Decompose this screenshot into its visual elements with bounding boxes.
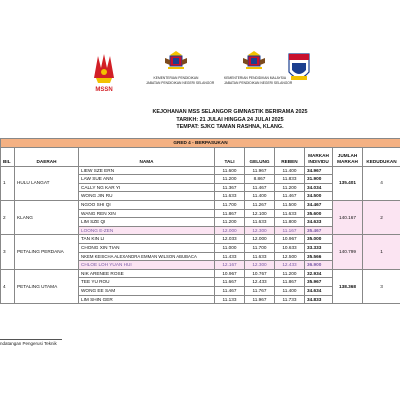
athlete-name: LIEW SZE ERN xyxy=(79,166,215,175)
score-reben: 10.633 xyxy=(275,243,305,252)
markah-individu: 34.500 xyxy=(305,192,333,201)
score-reben: 11.200 xyxy=(275,183,305,192)
logo-strip xyxy=(0,50,400,106)
score-gelung: 12.300 xyxy=(245,261,275,270)
athlete-name: NKEM KEISCHA ALEXANDRA EMMAN WILSON ABUBACA xyxy=(79,252,215,261)
score-tali: 11.467 xyxy=(215,286,245,295)
team-bil: 2 xyxy=(1,200,15,234)
kpm-caption-line2: JABATAN PENDIDIKAN NEGERI SELANGOR xyxy=(146,81,215,85)
athlete-name: WONG EE SAM xyxy=(79,286,215,295)
event-title: KEJOHANAN MSS SELANGOR GIMNASTIK BERIRAMA 2025 xyxy=(152,109,308,115)
event-venue: TEMPAT: SJKC TAMAN RASHNA, KLANG. xyxy=(176,124,284,131)
score-gelung: 11.467 xyxy=(245,183,275,192)
col-kedudukan: KEDUDUKAN xyxy=(363,147,400,166)
athlete-name: CHLOE LOH YUAN HUI xyxy=(79,261,215,270)
markah-individu: 35.566 xyxy=(305,252,333,261)
markah-individu: 35.467 xyxy=(305,226,333,235)
markah-individu: 35.000 xyxy=(305,235,333,244)
score-reben: 11.400 xyxy=(275,286,305,295)
team-bil: 3 xyxy=(1,235,15,269)
score-gelung: 12.000 xyxy=(245,235,275,244)
col-nama: NAMA xyxy=(79,147,215,166)
jumlah-markah: 135.401 xyxy=(333,166,363,200)
score-gelung: 12.300 xyxy=(245,226,275,235)
mss-logo-text: MSSN xyxy=(95,87,113,93)
markah-individu: 34.467 xyxy=(305,200,333,209)
markah-individu: 34.633 xyxy=(305,218,333,227)
markah-individu: 34.833 xyxy=(305,295,333,304)
score-tali: 11.133 xyxy=(215,295,245,304)
athlete-name: LAW SUE ANN xyxy=(79,175,215,184)
athlete-name: CHONG XIN TIAN xyxy=(79,243,215,252)
kedudukan: 4 xyxy=(363,166,400,200)
score-gelung: 11.967 xyxy=(245,295,275,304)
score-reben: 10.967 xyxy=(275,235,305,244)
malaysia-crest-icon xyxy=(162,50,190,70)
kpm-malaysia-caption-line1: KEMENTERIAN PENDIDIKAN MALAYSIA xyxy=(224,76,287,80)
score-tali: 12.033 xyxy=(215,235,245,244)
selangor-shield-icon xyxy=(286,50,312,86)
score-reben: 11.733 xyxy=(275,295,305,304)
team-bil: 4 xyxy=(1,269,15,303)
score-tali: 11.200 xyxy=(215,175,245,184)
col-markah-individu: MARKAH INDIVIDU xyxy=(305,147,333,166)
col-gelung: GELUNG xyxy=(245,147,275,166)
col-jumlah-markah: JUMLAH MARKAH xyxy=(333,147,363,166)
markah-individu: 34.034 xyxy=(305,183,333,192)
table-header xyxy=(1,147,400,166)
col-bil: BIL xyxy=(1,147,15,166)
score-reben: 11.467 xyxy=(275,192,305,201)
signature-line xyxy=(0,339,62,340)
score-tali: 11.667 xyxy=(215,278,245,287)
col-daerah: DAERAH xyxy=(15,147,79,166)
score-tali: 11.433 xyxy=(215,252,245,261)
malaysia-crest-icon xyxy=(240,50,268,70)
results-table xyxy=(0,138,400,304)
score-tali: 11.000 xyxy=(215,243,245,252)
kpm-malaysia-logo xyxy=(224,50,293,85)
score-reben: 12.433 xyxy=(275,261,305,270)
jumlah-markah: 140.167 xyxy=(333,200,363,234)
athlete-name: LOONG E-ZEN xyxy=(79,226,215,235)
kedudukan: 3 xyxy=(363,269,400,303)
kpm-logo xyxy=(146,50,215,85)
table-row xyxy=(1,166,400,175)
athlete-name: TAN KIN LI xyxy=(79,235,215,244)
score-gelung: 11.267 xyxy=(245,200,275,209)
score-gelung: 8.867 xyxy=(245,175,275,184)
table-row xyxy=(1,235,400,244)
athlete-name: TEE YU ROU xyxy=(79,278,215,287)
jumlah-markah: 140.799 xyxy=(333,235,363,269)
score-tali: 11.367 xyxy=(215,183,245,192)
gred-row xyxy=(1,139,400,148)
col-tali: TALI xyxy=(215,147,245,166)
table-row xyxy=(1,269,400,278)
score-gelung: 11.767 xyxy=(245,286,275,295)
markah-individu: 31.900 xyxy=(305,175,333,184)
score-tali: 11.867 xyxy=(215,209,245,218)
score-gelung: 11.400 xyxy=(245,192,275,201)
score-reben: 11.633 xyxy=(275,209,305,218)
jumlah-markah: 138.368 xyxy=(333,269,363,303)
signature-caption: ndatangan Pengerusi Teknik xyxy=(0,341,57,346)
score-reben: 11.167 xyxy=(275,226,305,235)
score-tali: 10.967 xyxy=(215,269,245,278)
team-bil: 1 xyxy=(1,166,15,200)
score-gelung: 11.633 xyxy=(245,252,275,261)
team-daerah: PETALING PERDANA xyxy=(15,235,79,269)
athlete-name: WANG REN XIN xyxy=(79,209,215,218)
score-reben: 11.400 xyxy=(275,166,305,175)
markah-individu: 36.900 xyxy=(305,261,333,270)
table-row xyxy=(1,200,400,209)
team-daerah: KLANG xyxy=(15,200,79,234)
score-reben: 11.500 xyxy=(275,200,305,209)
kpm-caption-line1: KEMENTERIAN PENDIDIKAN xyxy=(153,76,199,80)
athlete-name: LIM SHIN GER xyxy=(79,295,215,304)
markah-individu: 32.934 xyxy=(305,269,333,278)
markah-individu: 34.634 xyxy=(305,286,333,295)
score-tali: 11.633 xyxy=(215,192,245,201)
score-reben: 11.800 xyxy=(275,218,305,227)
markah-individu: 33.333 xyxy=(305,243,333,252)
score-tali: 12.167 xyxy=(215,261,245,270)
athlete-name: CALLY NG KAR YI xyxy=(79,183,215,192)
score-tali: 12.000 xyxy=(215,226,245,235)
score-tali: 11.600 xyxy=(215,166,245,175)
score-reben: 12.500 xyxy=(275,252,305,261)
kpm-malaysia-caption-line2: JABATAN PENDIDIKAN NEGERI SELANGOR xyxy=(224,81,293,85)
score-gelung: 11.700 xyxy=(245,243,275,252)
event-date: TARIKH: 21 JULAI HINGGA 24 JULAI 2025 xyxy=(176,116,284,123)
score-reben: 11.200 xyxy=(275,269,305,278)
score-tali: 11.200 xyxy=(215,218,245,227)
kedudukan: 2 xyxy=(363,200,400,234)
mss-emblem-icon xyxy=(88,50,120,94)
kedudukan: 1 xyxy=(363,235,400,269)
event-heading xyxy=(60,109,400,132)
score-gelung: 11.633 xyxy=(245,218,275,227)
score-tali: 11.700 xyxy=(215,200,245,209)
score-gelung: 11.967 xyxy=(245,166,275,175)
athlete-name: LIM SZE QI xyxy=(79,218,215,227)
score-gelung: 12.433 xyxy=(245,278,275,287)
markah-individu: 34.967 xyxy=(305,166,333,175)
mss-logo xyxy=(88,50,120,99)
team-daerah: HULU LANGAT xyxy=(15,166,79,200)
athlete-name: WONG JIN RU xyxy=(79,192,215,201)
selangor-logo xyxy=(286,50,312,91)
score-gelung: 12.100 xyxy=(245,209,275,218)
markah-individu: 35.967 xyxy=(305,278,333,287)
score-gelung: 10.767 xyxy=(245,269,275,278)
score-reben: 11.833 xyxy=(275,175,305,184)
score-reben: 11.867 xyxy=(275,278,305,287)
team-rows xyxy=(1,166,400,304)
athlete-name: NGOO SHI QI xyxy=(79,200,215,209)
athlete-name: NIK ARENEE ROSE xyxy=(79,269,215,278)
col-reben: REBEN xyxy=(275,147,305,166)
markah-individu: 35.600 xyxy=(305,209,333,218)
team-daerah: PETALING UTAMA xyxy=(15,269,79,303)
gred-label: GRED 4 - BERPASUKAN xyxy=(1,139,400,148)
